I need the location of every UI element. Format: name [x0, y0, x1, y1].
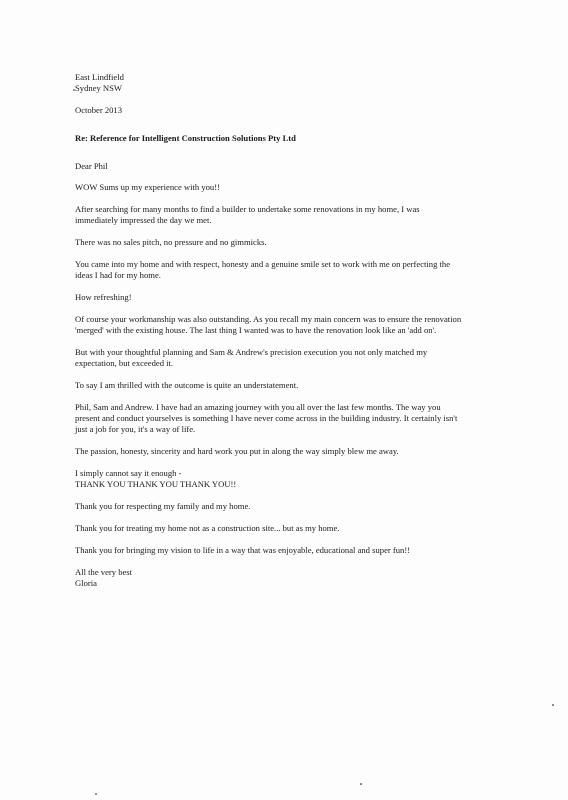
paragraph-11-line-2: THANK YOU THANK YOU THANK YOU!! [75, 479, 237, 489]
paragraph-7 [75, 347, 495, 369]
paragraph-4-line-1: You came into my home and with respect, honesty and a genuine smile set to work with me on perfecting the [75, 259, 451, 269]
paragraph-7-line-2: expectation, but exceeded it. [75, 358, 174, 368]
paragraph-6-line-1: Of course your workmanship was also outstanding. As you recall my main concern was to ensure the renovation [75, 314, 462, 324]
paragraph-9-line-3: just a job for you, it's a way of life. [75, 424, 196, 434]
letter-date: October 2013 [75, 105, 123, 115]
letter-body [75, 72, 495, 589]
closing-line: All the very best [75, 567, 133, 577]
paragraph-2-line-1: After searching for many months to find a builder to undertake some renovations in my home, I was [75, 204, 420, 214]
paragraph-6 [75, 314, 495, 336]
paragraph-6-line-2: 'merged' with the existing house. The last thing I wanted was to have the renovation look like an 'add on'. [75, 325, 437, 335]
paragraph-13: Thank you for treating my home not as a construction site... but as my home. [75, 523, 340, 533]
paragraph-11 [75, 468, 495, 490]
paragraph-8: To say I am thrilled with the outcome is quite an understatement. [75, 380, 299, 390]
paragraph-4 [75, 259, 495, 281]
paragraph-7-line-1: But with your thoughtful planning and Sam & Andrew's precision execution you not only matched my [75, 347, 428, 357]
closing [75, 567, 495, 589]
paragraph-9-line-2: present and conduct yourselves is something I have never come across in the building industry. It certainly isn't [75, 413, 458, 423]
paragraph-9 [75, 402, 495, 435]
address-line-1: East Lindfield [75, 72, 124, 82]
sender-address [75, 72, 495, 94]
scan-speck [73, 89, 75, 91]
scan-speck [95, 793, 97, 795]
paragraph-4-line-2: ideas I had for my home. [75, 270, 161, 280]
paragraph-2 [75, 204, 495, 226]
paragraph-11-line-1: I simply cannot say it enough - [75, 468, 182, 478]
paragraph-1: WOW Sums up my experience with you!! [75, 182, 220, 192]
signature-name: Gloria [75, 578, 97, 588]
letter-subject: Re: Reference for Intelligent Construction Solutions Pty Ltd [75, 133, 296, 143]
paragraph-3: There was no sales pitch, no pressure and no gimmicks. [75, 237, 267, 247]
paragraph-12: Thank you for respecting my family and my home. [75, 501, 251, 511]
scan-speck [360, 783, 362, 785]
paragraph-5: How refreshing! [75, 292, 132, 302]
paragraph-2-line-2: immediately impressed the day we met. [75, 215, 212, 225]
address-line-2: Sydney NSW [75, 83, 123, 93]
paragraph-14: Thank you for bringing my vision to life in a way that was enjoyable, educational and super fun!! [75, 545, 411, 555]
salutation: Dear Phil [75, 161, 108, 171]
paragraph-10: The passion, honesty, sincerity and hard work you put in along the way simply blew me away. [75, 446, 399, 456]
paragraph-9-line-1: Phil, Sam and Andrew. I have had an amazing journey with you all over the last few months. The way you [75, 402, 441, 412]
scan-speck [552, 704, 554, 706]
